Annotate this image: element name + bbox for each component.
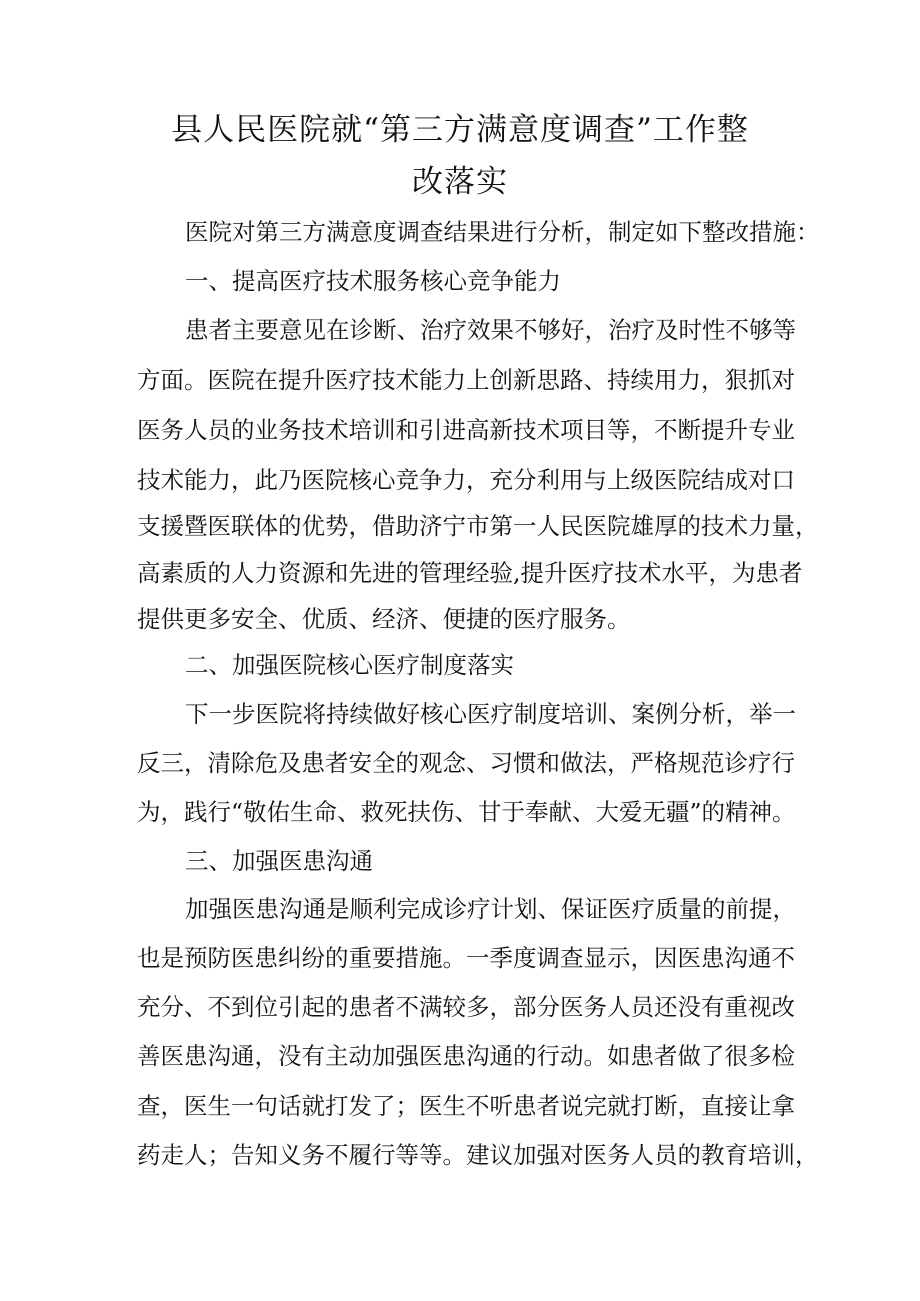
document-title-line-1: 县人民医院就“第三方满意度调查”工作整 [171, 112, 749, 148]
paragraph-2-line: 为，践行“敬佑生命、救死扶伤、甘于奉献、大爱无疆”的精神。 [137, 798, 796, 826]
section-heading-3: 三、加强医患沟通 [185, 847, 373, 875]
section-heading-1: 一、提高医疗技术服务核心竞争能力 [185, 267, 561, 295]
paragraph-3-line: 查，医生一句话就打发了；医生不听患者说完就打断，直接让拿 [137, 1092, 795, 1120]
paragraph-2-line: 反三，清除危及患者安全的观念、习惯和做法，严格规范诊疗行 [137, 749, 795, 777]
paragraph-1-line: 患者主要意见在诊断、治疗效果不够好，治疗及时性不够等 [185, 316, 796, 344]
document-title-line-2: 改落实 [412, 164, 508, 200]
paragraph-3-line: 也是预防医患纠纷的重要措施。一季度调查显示，因医患沟通不 [137, 944, 795, 972]
intro-paragraph: 医院对第三方满意度调查结果进行分析，制定如下整改措施： [185, 218, 820, 246]
paragraph-1-line: 技术能力，此乃医院核心竞争力，充分利用与上级医院结成对口 [137, 466, 795, 494]
paragraph-1-line: 支援暨医联体的优势，借助济宁市第一人民医院雄厚的技术力量， [137, 512, 819, 540]
paragraph-3-line: 加强医患沟通是顺利完成诊疗计划、保证医疗质量的前提， [185, 895, 796, 923]
paragraph-3-line: 充分、不到位引起的患者不满较多，部分医务人员还没有重视改 [137, 993, 795, 1021]
paragraph-1-line: 高素质的人力资源和先进的管理经验,提升医疗技术水平，为患者 [137, 559, 803, 587]
section-heading-2: 二、加强医院核心医疗制度落实 [185, 651, 514, 679]
paragraph-3-line: 善医患沟通，没有主动加强医患沟通的行动。如患者做了很多检 [137, 1042, 795, 1070]
paragraph-1-line: 医务人员的业务技术培训和引进高新技术项目等，不断提升专业 [137, 416, 795, 444]
paragraph-2-line: 下一步医院将持续做好核心医疗制度培训、案例分析，举一 [185, 700, 796, 728]
paragraph-1-line: 提供更多安全、优质、经济、便捷的医疗服务。 [137, 605, 631, 633]
paragraph-3-line: 药走人；告知义务不履行等等。建议加强对医务人员的教育培训， [137, 1141, 819, 1169]
paragraph-1-line: 方面。医院在提升医疗技术能力上创新思路、持续用力，狠抓对 [137, 366, 795, 394]
